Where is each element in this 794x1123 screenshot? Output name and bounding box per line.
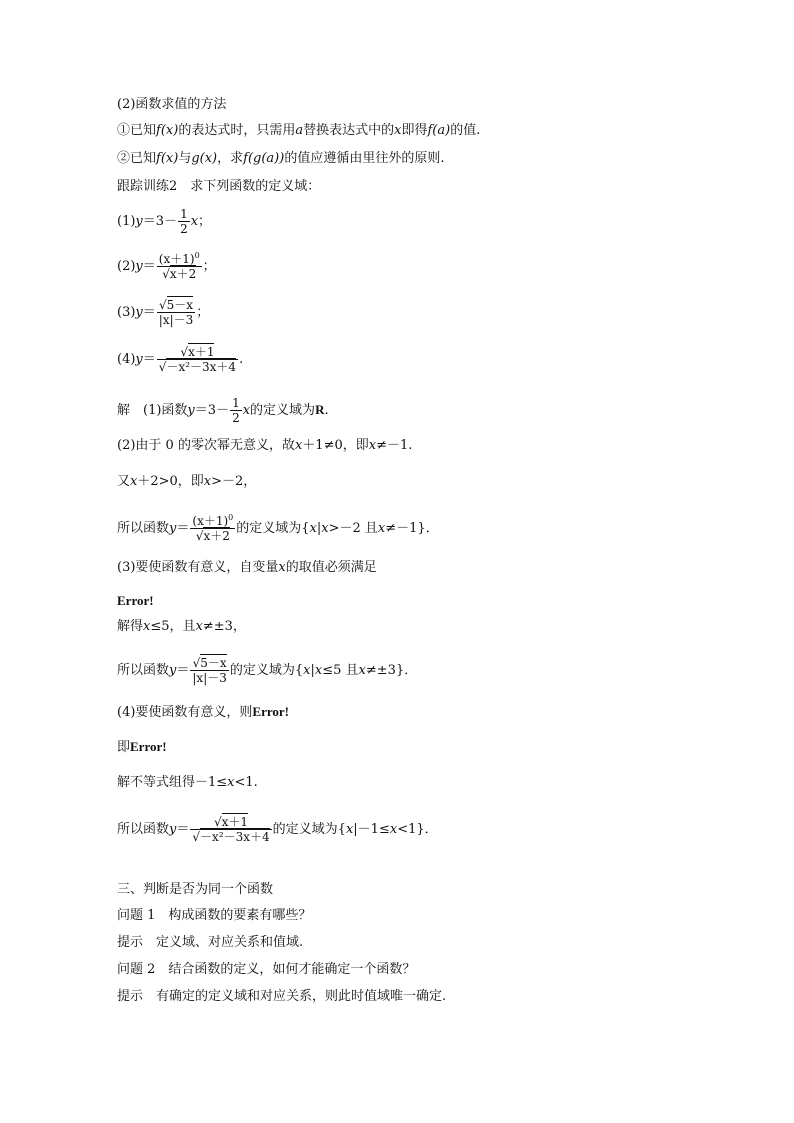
sqrt-symbol: √: [162, 267, 170, 281]
sqrt-symbol: √: [158, 360, 167, 374]
fraction: $\frac{(x+1)^0}{√x+2}$: [158, 251, 200, 281]
fraction: $\frac{√x+1}{\text{√－x²－3x＋4}}$: [192, 815, 270, 844]
fraction: $\frac{(x+1)^0}{√x+2}$: [192, 513, 234, 543]
hint-1: 提示 定义域、对应关系和值域.: [117, 935, 304, 950]
question-1: 问题 1 构成函数的要素有哪些？: [117, 908, 312, 923]
hint-2: 提示 有确定的定义域和对应关系，则此时值域唯一确定.: [117, 989, 447, 1004]
solution-part-3c: 所以函数y＝ $\frac{√5-x}{|x|-3}$ 的定义域为{x|x≤5 且x≠±3}．: [117, 656, 418, 685]
method-rule-1: ①已知f(x)的表达式时，只需用a替换表达式中的x即得f(a)的值.: [117, 123, 481, 138]
fraction: $\frac{√5-x}{|x|-3}$: [158, 298, 194, 327]
sqrt-symbol: √: [159, 298, 167, 312]
exercise-item-3: (3)y＝ $\frac{√5-x}{|x|-3}$ ；: [117, 298, 210, 327]
fraction: $\frac{1}{2}$: [180, 207, 188, 236]
sqrt-symbol: √: [214, 815, 222, 829]
fraction: $\frac{√x+1}{\text{√－x²－3x＋4}}$: [158, 345, 237, 374]
solution-part-3b: 解得x≤5，且x≠±3，: [117, 619, 246, 634]
section-heading: 三、判断是否为同一个函数: [117, 882, 274, 897]
solution-part-4: (4)要使函数有意义，则Error!: [117, 704, 289, 720]
method-rule-2: ②已知f(x)与g(x)，求f(g(a))的值应遵循由里往外的原则.: [117, 151, 445, 166]
solution-part-2c: 所以函数y＝ $\frac{(x+1)^0}{√x+2}$ 的定义域为{x|x>－2 且x≠－1}．: [117, 513, 439, 543]
method-heading: (2)函数求值的方法: [117, 97, 227, 112]
solution-part-3: (3)要使函数有意义，自变量x的取值必须满足: [117, 560, 377, 575]
solution-part-1: 解 (1)函数y＝3－ $\frac{1}{2}$ x的定义域为R.: [117, 396, 329, 425]
exercise-item-1: (1)y＝3－ $\frac{1}{2}$ x；: [117, 207, 212, 236]
exercise-heading: 跟踪训练2 求下列函数的定义域：: [117, 179, 321, 194]
exercise-item-4: (4)y＝ $\frac{√x+1}{\text{√－x²－3x＋4}}$ .: [117, 345, 244, 374]
fraction: $\frac{√5-x}{|x|-3}$: [192, 656, 227, 685]
fraction: $\frac{1}{2}$: [232, 396, 240, 425]
solution-part-4c: 解不等式组得－1≤x<1.: [117, 775, 258, 790]
solution-part-2b: 又x＋2>0，即x>－2，: [117, 474, 257, 489]
sqrt-symbol: √: [192, 656, 201, 670]
sqrt-symbol: √: [195, 529, 204, 543]
exercise-item-2: (2)y＝ $\frac{(x+1)^0}{√x+2}$ ；: [117, 251, 216, 281]
sqrt-symbol: √: [180, 345, 189, 359]
solution-part-2: (2)由于 0 的零次幂无意义，故x＋1≠0，即x≠－1.: [117, 438, 413, 453]
sqrt-symbol: √: [192, 830, 201, 844]
question-2: 问题 2 结合函数的定义，如何才能确定一个函数？: [117, 962, 416, 977]
solution-part-4b: 即Error!: [117, 739, 167, 755]
solution-part-4d: 所以函数y＝ $\frac{√x+1}{\text{√－x²－3x＋4}}$ 的定义域为{x|－1≤x<1}．: [117, 815, 438, 844]
error-placeholder: Error!: [117, 593, 154, 608]
